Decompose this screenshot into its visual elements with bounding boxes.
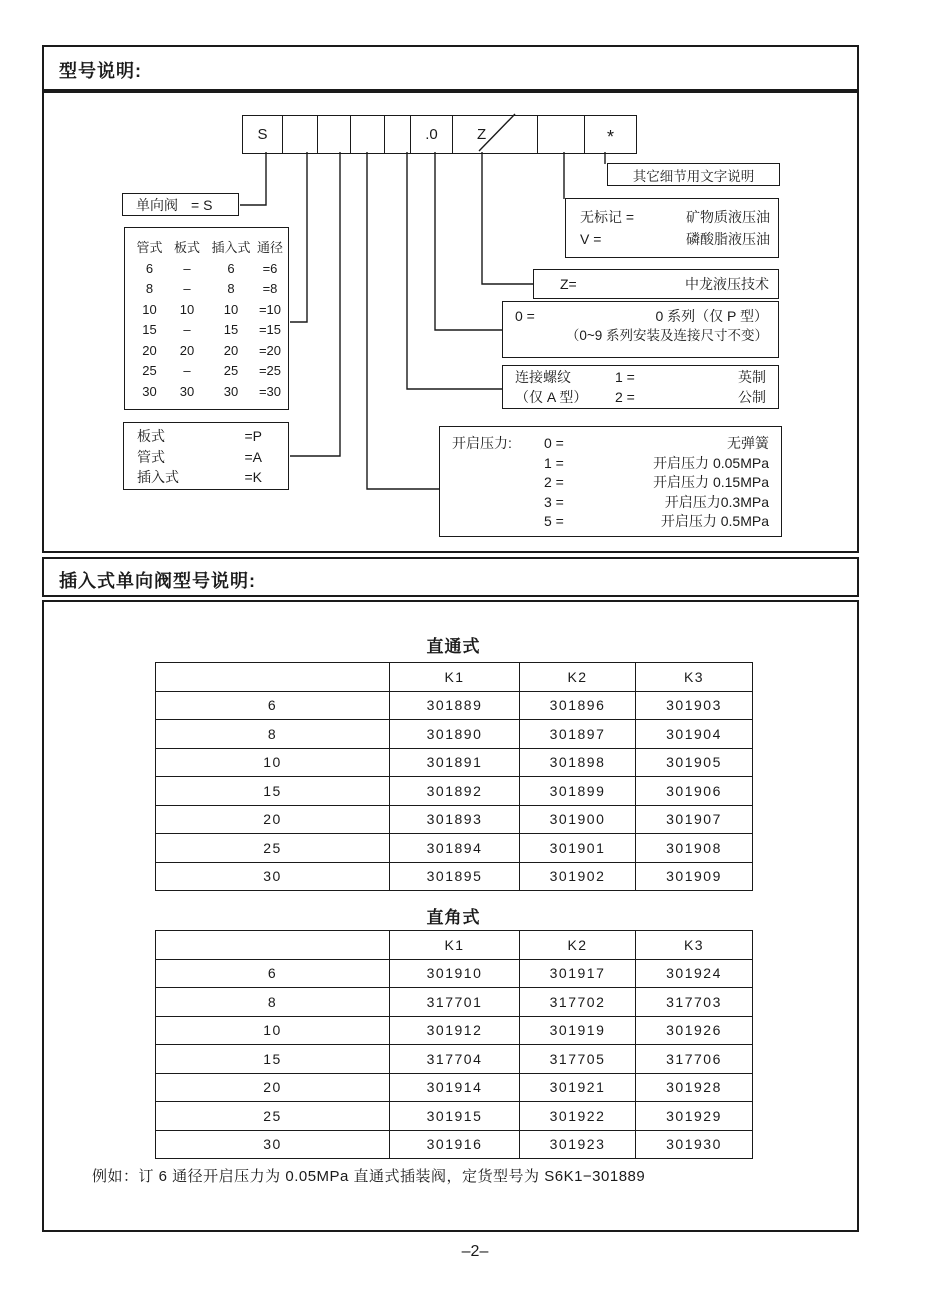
table-cell: 301928 xyxy=(636,1073,753,1102)
part-number-table xyxy=(155,662,753,891)
table-row xyxy=(156,720,753,749)
series-row xyxy=(515,306,768,326)
thread-label: 连接螺纹 xyxy=(515,369,571,385)
mount-type-row xyxy=(137,426,262,447)
size-grid-cell: 8 xyxy=(227,281,235,296)
mount-type-value: =P xyxy=(244,428,262,444)
table-cell: 301916 xyxy=(390,1130,520,1159)
table-row xyxy=(156,988,753,1017)
size-grid-cell: =25 xyxy=(258,363,282,378)
model-code-cell: S xyxy=(243,116,283,153)
table-cell: 10 xyxy=(156,1016,390,1045)
table-cell: 20 xyxy=(156,1073,390,1102)
size-grid-cell: 6 xyxy=(227,260,235,276)
table-cell: 301924 xyxy=(636,959,753,988)
table-cell: 8 xyxy=(156,720,390,749)
fluid-value: 矿物质液压油 xyxy=(686,209,770,225)
cracking-pressure-label xyxy=(452,473,544,493)
size-grid-cell: =30 xyxy=(258,383,282,399)
table-header-cell: K3 xyxy=(636,663,753,692)
series-code: 0 = xyxy=(515,308,535,324)
angle-type-title: 直角式 xyxy=(426,908,481,927)
straight-type-table xyxy=(155,662,752,891)
size-grid-cell: – xyxy=(183,322,191,337)
other-details-text: 其它细节用文字说明 xyxy=(632,168,755,184)
section1-title: 型号说明: xyxy=(59,61,142,81)
cracking-pressure-label: 开启压力: xyxy=(452,435,512,451)
table-cell: 301891 xyxy=(390,748,520,777)
table-header-row xyxy=(156,663,753,692)
model-code-cell xyxy=(538,116,585,153)
table-cell: 15 xyxy=(156,777,390,806)
callout-cracking-pressure xyxy=(439,426,782,537)
table-cell: 301910 xyxy=(390,959,520,988)
model-code-cell xyxy=(283,116,318,153)
table-row xyxy=(156,1102,753,1131)
callout-fluid-type xyxy=(565,198,779,258)
table-cell: 301901 xyxy=(520,834,636,863)
size-grid-header: 管式 xyxy=(136,240,163,255)
fluid-label: V = xyxy=(580,231,602,247)
table-header-cell xyxy=(156,663,390,692)
table-cell: 317704 xyxy=(390,1045,520,1074)
table-cell: 20 xyxy=(156,805,390,834)
table-cell: 301912 xyxy=(390,1016,520,1045)
table-row xyxy=(156,959,753,988)
table-cell: 25 xyxy=(156,834,390,863)
size-grid-cell: =10 xyxy=(258,301,282,317)
section2-title: 插入式单向阀型号说明: xyxy=(59,571,256,591)
thread-code: 2 = xyxy=(615,388,635,405)
mount-type-value: =A xyxy=(244,448,262,465)
table-cell: 301906 xyxy=(636,777,753,806)
cracking-pressure-label xyxy=(452,493,544,513)
table-cell: 10 xyxy=(156,748,390,777)
cracking-pressure-code: 3 = xyxy=(544,493,564,510)
table-cell: 301892 xyxy=(390,777,520,806)
cracking-pressure-row xyxy=(440,473,781,493)
angle-type-table xyxy=(155,930,752,1159)
table-cell: 30 xyxy=(156,1130,390,1159)
table-header-row xyxy=(156,931,753,960)
cartridge-valve-band xyxy=(42,557,859,597)
model-code-cell: Z xyxy=(453,116,538,153)
table-cell: 301894 xyxy=(390,834,520,863)
size-grid-cell: 6 xyxy=(145,260,154,276)
callout-other-details xyxy=(607,163,780,186)
table-row xyxy=(156,1130,753,1159)
table-cell: 301907 xyxy=(636,805,753,834)
fluid-value: 磷酸脂液压油 xyxy=(686,231,770,247)
ordering-example: 例如：订 6 通径开启压力为 0.05MPa 直通式插装阀，定货型号为 S6K1−301889 xyxy=(92,1168,646,1185)
thread-value: 英制 xyxy=(738,369,766,385)
callout-mount-type xyxy=(123,422,289,490)
table-cell: 301889 xyxy=(390,691,520,720)
table-row xyxy=(156,1045,753,1074)
table-cell: 317705 xyxy=(520,1045,636,1074)
cracking-pressure-row xyxy=(440,434,781,454)
size-grid-cell: 30 xyxy=(223,383,239,399)
size-grid-cell: =6 xyxy=(262,260,278,276)
table-header-cell: K2 xyxy=(520,931,636,960)
model-code-cell: .0 xyxy=(411,116,453,153)
size-grid-cell: – xyxy=(183,363,191,378)
straight-type-title: 直通式 xyxy=(426,637,481,656)
callout-series xyxy=(502,301,779,358)
size-grid-cell: 20 xyxy=(179,342,195,358)
size-grid-cell: 20 xyxy=(223,342,239,358)
table-row xyxy=(156,748,753,777)
model-code-cell xyxy=(351,116,385,153)
model-code-cell xyxy=(385,116,411,153)
table-cell: 8 xyxy=(156,988,390,1017)
thread-row xyxy=(503,388,778,408)
table-row xyxy=(156,691,753,720)
fluid-label: 无标记 = xyxy=(580,209,635,225)
size-grid-cell: 30 xyxy=(179,383,195,399)
size-grid-cell: – xyxy=(183,281,191,296)
brand-value: 中龙液压技术 xyxy=(685,276,769,292)
table-cell: 6 xyxy=(156,691,390,720)
callout-size-table xyxy=(124,227,289,410)
mount-type-value: =K xyxy=(244,469,262,485)
brand-code: Z= xyxy=(560,276,577,292)
table-cell: 301890 xyxy=(390,720,520,749)
thread-label: （仅 A 型） xyxy=(515,388,588,405)
table-cell: 30 xyxy=(156,862,390,891)
table-cell: 301915 xyxy=(390,1102,520,1131)
cracking-pressure-row xyxy=(440,454,781,474)
size-grid-cell: 15 xyxy=(223,322,239,337)
table-row xyxy=(156,1016,753,1045)
cracking-pressure-code: 1 = xyxy=(544,454,564,471)
table-cell: 301898 xyxy=(520,748,636,777)
table-cell: 301908 xyxy=(636,834,753,863)
table-row xyxy=(156,805,753,834)
table-header-cell: K2 xyxy=(520,663,636,692)
table-header-cell xyxy=(156,931,390,960)
table-cell: 301905 xyxy=(636,748,753,777)
cracking-pressure-code: 5 = xyxy=(544,513,564,530)
model-code-diagram xyxy=(42,91,859,553)
callout-connection-thread xyxy=(502,365,779,409)
check-valve-value: = S xyxy=(191,196,213,213)
table-cell: 301903 xyxy=(636,691,753,720)
table-cell: 6 xyxy=(156,959,390,988)
table-cell: 301897 xyxy=(520,720,636,749)
fluid-row xyxy=(580,228,770,250)
check-valve-label: 单向阀 xyxy=(136,196,178,213)
model-code-cell: * xyxy=(606,127,614,147)
table-cell: 301922 xyxy=(520,1102,636,1131)
model-explanation-band xyxy=(42,45,859,91)
mount-type-label: 插入式 xyxy=(137,469,179,485)
model-code-row xyxy=(242,115,637,154)
table-cell: 15 xyxy=(156,1045,390,1074)
table-cell: 301929 xyxy=(636,1102,753,1131)
table-cell: 301914 xyxy=(390,1073,520,1102)
table-cell: 301899 xyxy=(520,777,636,806)
table-cell: 317706 xyxy=(636,1045,753,1074)
cracking-pressure-value: 无弹簧 xyxy=(727,435,769,451)
size-grid-header: 板式 xyxy=(173,240,200,255)
size-grid-cell: 10 xyxy=(142,301,157,317)
part-number-tables-section xyxy=(42,600,859,1232)
size-grid-cell: 8 xyxy=(145,281,154,296)
table-row xyxy=(156,834,753,863)
table-cell: 301895 xyxy=(390,862,520,891)
size-grid-cell: 15 xyxy=(142,322,157,337)
page-number: –2– xyxy=(461,1243,489,1260)
table-cell: 317703 xyxy=(636,988,753,1017)
table-cell: 301926 xyxy=(636,1016,753,1045)
size-grid-cell: 20 xyxy=(142,342,157,358)
cracking-pressure-row xyxy=(440,512,781,532)
thread-code: 1 = xyxy=(615,369,635,385)
size-grid-cell: =20 xyxy=(258,342,282,358)
callout-check-valve xyxy=(122,193,239,216)
mount-type-label: 管式 xyxy=(137,448,165,465)
callout-brand xyxy=(533,269,779,299)
table-row xyxy=(156,1073,753,1102)
cracking-pressure-code: 0 = xyxy=(544,435,564,451)
size-grid-cell: 10 xyxy=(179,301,195,317)
table-cell: 301917 xyxy=(520,959,636,988)
size-grid-cell: =15 xyxy=(258,322,282,337)
size-grid-cell: – xyxy=(183,260,191,276)
part-number-table xyxy=(155,930,753,1159)
model-code-cell xyxy=(318,116,351,153)
table-cell: 301900 xyxy=(520,805,636,834)
table-cell: 301923 xyxy=(520,1130,636,1159)
size-grid-cell: 25 xyxy=(142,363,157,378)
cracking-pressure-value: 开启压力0.3MPa xyxy=(664,493,769,510)
table-cell: 317702 xyxy=(520,988,636,1017)
cracking-pressure-label xyxy=(452,512,544,532)
table-cell: 25 xyxy=(156,1102,390,1131)
cracking-pressure-label xyxy=(452,454,544,474)
table-cell: 301919 xyxy=(520,1016,636,1045)
table-cell: 301902 xyxy=(520,862,636,891)
thread-row xyxy=(503,368,778,388)
table-header-cell: K3 xyxy=(636,931,753,960)
table-cell: 301904 xyxy=(636,720,753,749)
table-cell: 301909 xyxy=(636,862,753,891)
cracking-pressure-value: 开启压力 0.15MPa xyxy=(653,474,769,491)
table-header-cell: K1 xyxy=(390,931,520,960)
size-grid xyxy=(131,238,284,401)
table-cell: 317701 xyxy=(390,988,520,1017)
table-row xyxy=(156,862,753,891)
table-cell: 301896 xyxy=(520,691,636,720)
series-value: 0 系列（仅 P 型） xyxy=(655,308,768,324)
table-cell: 301893 xyxy=(390,805,520,834)
size-grid-header: 通径 xyxy=(256,240,283,255)
table-cell: 301921 xyxy=(520,1073,636,1102)
table-header-cell: K1 xyxy=(390,663,520,692)
table-row xyxy=(156,777,753,806)
cracking-pressure-value: 开启压力 0.05MPa xyxy=(653,454,769,471)
thread-value: 公制 xyxy=(738,388,766,405)
size-grid-cell: 25 xyxy=(223,363,239,378)
mount-type-row xyxy=(137,447,262,468)
size-grid-header: 插入式 xyxy=(211,240,251,255)
cracking-pressure-value: 开启压力 0.5MPa xyxy=(660,513,769,530)
size-grid-cell: =8 xyxy=(262,281,278,296)
size-grid-cell: 30 xyxy=(142,383,157,399)
series-note: （0~9 系列安装及连接尺寸不变） xyxy=(565,328,768,343)
cracking-pressure-row xyxy=(440,493,781,513)
mount-type-row xyxy=(137,467,262,488)
size-grid-cell: 10 xyxy=(223,301,239,317)
table-cell: 301930 xyxy=(636,1130,753,1159)
fluid-row xyxy=(580,206,770,228)
cracking-pressure-code: 2 = xyxy=(544,474,564,491)
mount-type-label: 板式 xyxy=(137,428,165,444)
